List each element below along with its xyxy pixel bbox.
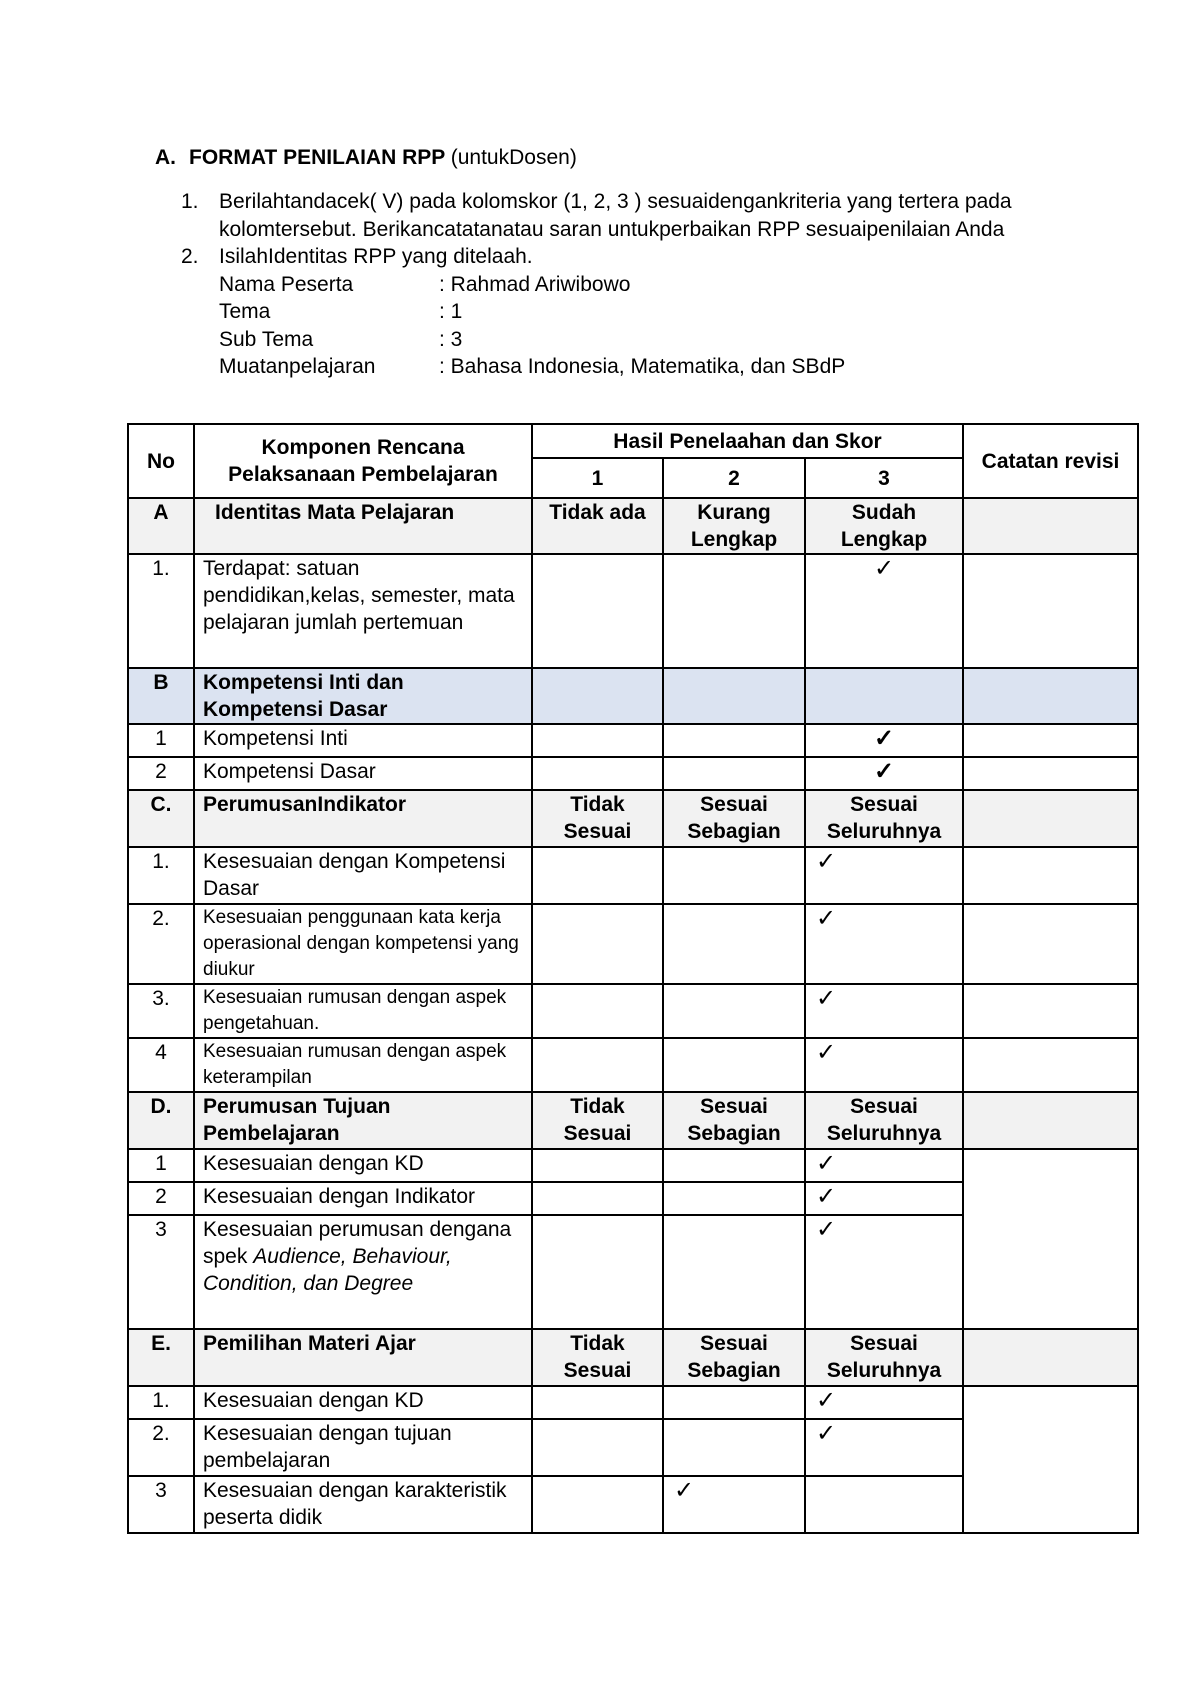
identity-value: : 3 xyxy=(439,327,463,351)
header-komponen: Komponen Rencana Pelaksanaan Pembelajaran xyxy=(194,424,532,498)
check-mark: ✓ xyxy=(805,1215,963,1329)
instruction-number: 1. xyxy=(181,190,199,213)
instruction-text: Berilahtandacek( V) pada kolomskor (1, 2, 3 ) sesuaidengankriteria yang tertera pada kolomtersebut. Berikancatatanatau saran untukperbaikan RPP sesuaipenilaian Anda xyxy=(219,190,1012,241)
notes-cell xyxy=(963,847,1138,904)
header-hasil: Hasil Penelaahan dan Skor xyxy=(532,424,963,458)
row-text: Kesesuaian dengan Indikator xyxy=(194,1182,532,1215)
table-row xyxy=(128,1149,1138,1182)
category-label: Tidak ada xyxy=(532,498,663,554)
heading-audience: (untukDosen) xyxy=(450,146,577,169)
section-title: PerumusanIndikator xyxy=(194,790,532,847)
instruction-text: IsilahIdentitas RPP yang ditelaah. xyxy=(219,245,533,268)
check-mark: ✓ xyxy=(805,1182,963,1215)
identity-value: : Bahasa Indonesia, Matematika, dan SBdP xyxy=(439,355,846,378)
identity-label: Nama Peserta xyxy=(219,272,354,296)
row-text: Kesesuaian dengan tujuan pembelajaran xyxy=(194,1419,532,1476)
table-row xyxy=(128,984,1138,1038)
section-code: C. xyxy=(128,790,194,847)
check-mark: ✓ xyxy=(805,554,963,668)
section-title: Identitas Mata Pelajaran xyxy=(194,498,532,554)
header-no: No xyxy=(128,424,194,498)
notes-cell xyxy=(963,904,1138,984)
row-text: Kesesuaian rumusan dengan aspek pengetahuan. xyxy=(194,984,532,1038)
identity-label: Muatanpelajaran xyxy=(219,355,376,378)
section-row-d xyxy=(128,1092,1138,1149)
notes-cell xyxy=(963,1386,1138,1533)
notes-cell xyxy=(963,498,1138,554)
section-title: Kompetensi Inti dan Kompetensi Dasar xyxy=(194,668,532,724)
section-heading xyxy=(155,146,577,170)
notes-cell xyxy=(963,668,1138,724)
header-score-1: 1 xyxy=(532,458,663,498)
identity-value: : Rahmad Ariwibowo xyxy=(439,272,631,296)
instruction-item xyxy=(181,188,1081,243)
section-code: D. xyxy=(128,1092,194,1149)
row-text: Kesesuaian dengan Kompetensi Dasar xyxy=(194,847,532,904)
category-label: Sesuai Sebagian xyxy=(663,1329,805,1386)
check-mark: ✓ xyxy=(805,1386,963,1419)
row-text: Kesesuaian rumusan dengan aspek keterampilan xyxy=(194,1038,532,1092)
section-row-b xyxy=(128,668,1138,724)
row-text-part: Kesesuaian perumusan dengana spek xyxy=(203,1218,512,1268)
category-label: Sesuai Seluruhnya xyxy=(805,1092,963,1149)
check-mark: ✓ xyxy=(805,984,963,1038)
row-number: 4 xyxy=(128,1038,194,1092)
instruction-number: 2. xyxy=(181,245,199,268)
instruction-item xyxy=(181,243,1081,381)
check-mark: ✓ xyxy=(805,757,963,790)
check-mark: ✓ xyxy=(805,724,963,757)
section-row-a xyxy=(128,498,1138,554)
category-label: Sesuai Sebagian xyxy=(663,790,805,847)
row-text: Terdapat: satuan pendidikan,kelas, semester, mata pelajaran jumlah pertemuan xyxy=(194,554,532,668)
section-code: E. xyxy=(128,1329,194,1386)
identity-label: Tema xyxy=(219,300,271,323)
identity-value: : 1 xyxy=(439,300,463,323)
notes-cell xyxy=(963,757,1138,790)
header-score-2: 2 xyxy=(663,458,805,498)
check-mark: ✓ xyxy=(805,904,963,984)
row-number: 2. xyxy=(128,1419,194,1476)
row-number: 3 xyxy=(128,1215,194,1329)
row-number: 2 xyxy=(128,757,194,790)
table-row xyxy=(128,904,1138,984)
row-number: 3 xyxy=(128,1476,194,1533)
category-label: Tidak Sesuai xyxy=(532,1092,663,1149)
notes-cell xyxy=(963,554,1138,668)
row-number: 1. xyxy=(128,554,194,668)
table-row xyxy=(128,1386,1138,1419)
row-text: Kesesuaian penggunaan kata kerja operasional dengan kompetensi yang diukur xyxy=(194,904,532,984)
row-number: 1. xyxy=(128,1386,194,1419)
row-number: 1. xyxy=(128,847,194,904)
notes-cell xyxy=(963,1092,1138,1149)
row-number: 1 xyxy=(128,1149,194,1182)
section-code: B xyxy=(128,668,194,724)
table-row xyxy=(128,1038,1138,1092)
heading-title: FORMAT PENILAIAN RPP xyxy=(189,146,445,169)
notes-cell xyxy=(963,790,1138,847)
notes-cell xyxy=(963,1329,1138,1386)
section-title: Perumusan Tujuan Pembelajaran xyxy=(194,1092,532,1149)
row-number: 1 xyxy=(128,724,194,757)
row-number: 2. xyxy=(128,904,194,984)
section-code: A xyxy=(128,498,194,554)
check-mark: ✓ xyxy=(663,1476,805,1533)
notes-cell xyxy=(963,1149,1138,1329)
instructions xyxy=(181,188,1081,381)
category-label: Sesuai Seluruhnya xyxy=(805,1329,963,1386)
identity-block xyxy=(219,271,1081,381)
assessment-table xyxy=(127,423,1139,1534)
row-text: Kesesuaian dengan KD xyxy=(194,1149,532,1182)
header-score-3: 3 xyxy=(805,458,963,498)
notes-cell xyxy=(963,724,1138,757)
category-label: Kurang Lengkap xyxy=(663,498,805,554)
row-text: Kompetensi Dasar xyxy=(194,757,532,790)
section-row-c xyxy=(128,790,1138,847)
score-cell xyxy=(532,554,663,668)
check-mark: ✓ xyxy=(805,1419,963,1476)
row-text xyxy=(194,1215,532,1329)
notes-cell xyxy=(963,984,1138,1038)
table-row xyxy=(128,757,1138,790)
row-number: 3. xyxy=(128,984,194,1038)
section-title: Pemilihan Materi Ajar xyxy=(194,1329,532,1386)
row-text: Kesesuaian dengan KD xyxy=(194,1386,532,1419)
category-label: Sesuai Seluruhnya xyxy=(805,790,963,847)
notes-cell xyxy=(963,1038,1138,1092)
check-mark: ✓ xyxy=(805,847,963,904)
section-row-e xyxy=(128,1329,1138,1386)
check-mark: ✓ xyxy=(805,1038,963,1092)
category-label: Tidak Sesuai xyxy=(532,790,663,847)
category-label: Sudah Lengkap xyxy=(805,498,963,554)
table-row xyxy=(128,554,1138,668)
row-number: 2 xyxy=(128,1182,194,1215)
table-row xyxy=(128,847,1138,904)
identity-label: Sub Tema xyxy=(219,327,314,351)
category-label: Sesuai Sebagian xyxy=(663,1092,805,1149)
score-cell xyxy=(663,554,805,668)
row-text: Kesesuaian dengan karakteristik peserta didik xyxy=(194,1476,532,1533)
row-text: Kompetensi Inti xyxy=(194,724,532,757)
row-text-italic: Audience, Behaviour, Condition, dan Degree xyxy=(203,1245,452,1295)
check-mark: ✓ xyxy=(805,1149,963,1182)
heading-letter: A. xyxy=(155,146,176,169)
category-label: Tidak Sesuai xyxy=(532,1329,663,1386)
table-row xyxy=(128,724,1138,757)
header-catatan: Catatan revisi xyxy=(963,424,1138,498)
